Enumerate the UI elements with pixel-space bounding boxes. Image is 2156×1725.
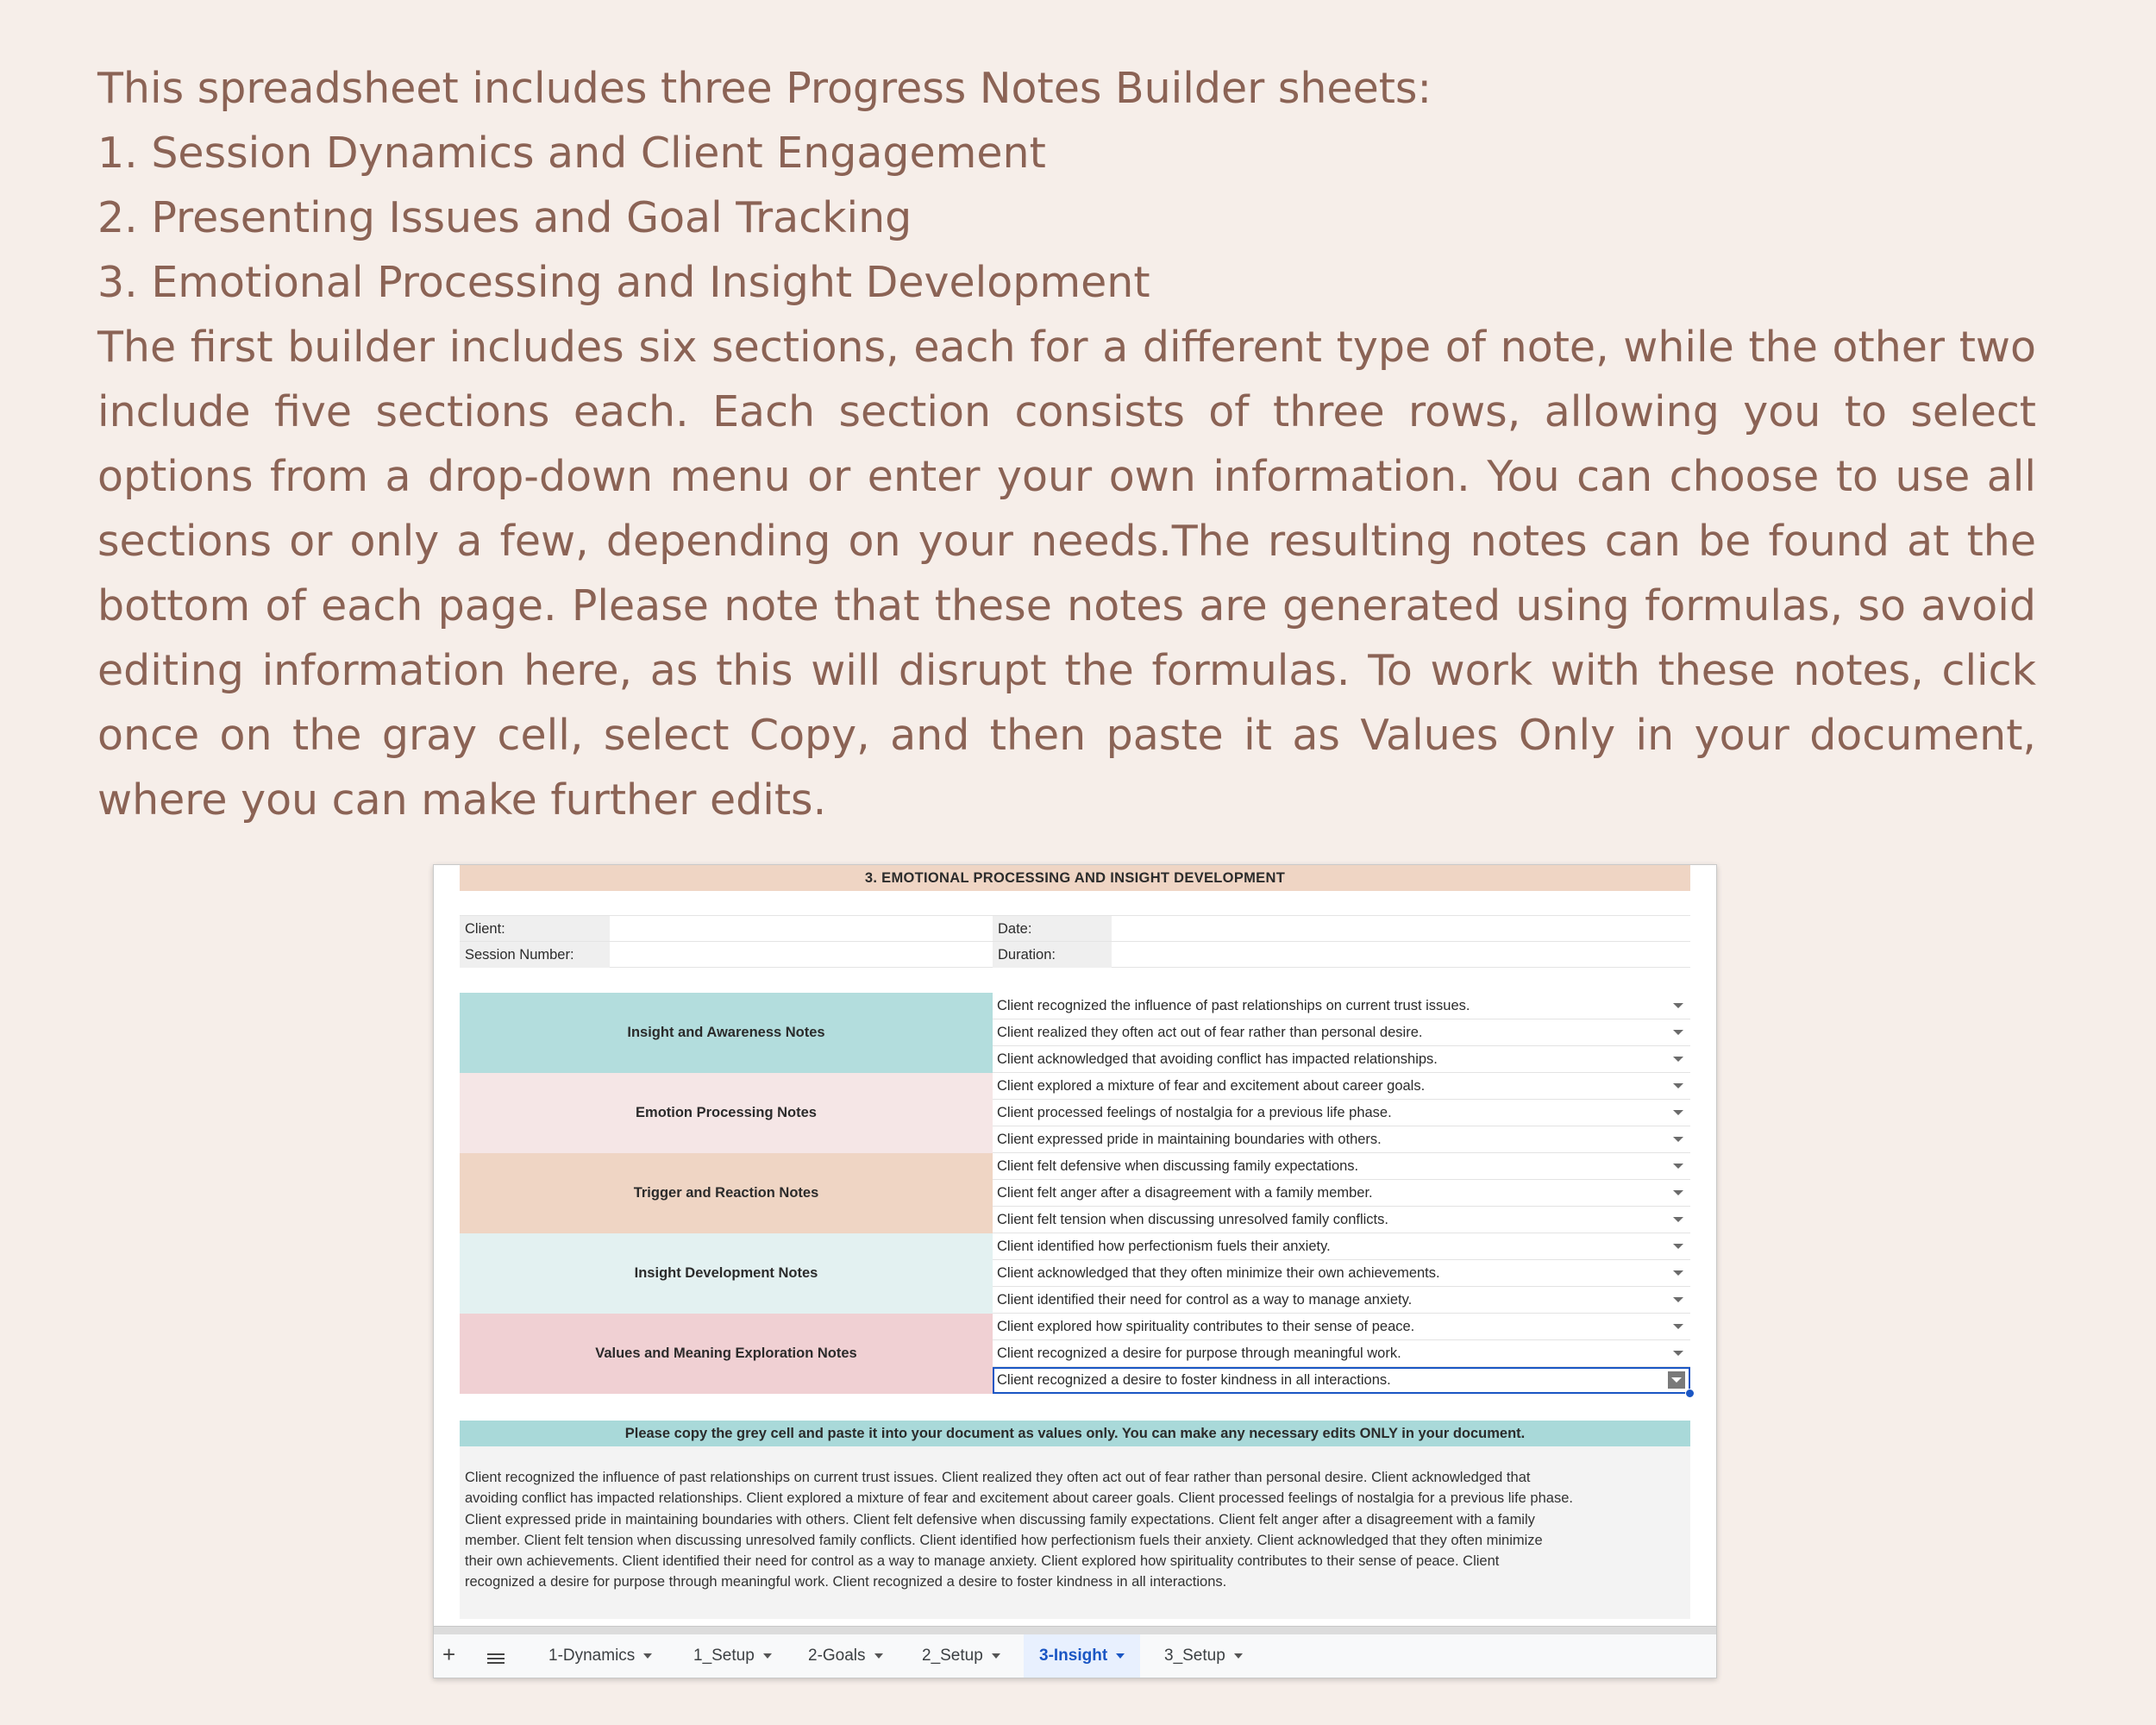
client-input[interactable] (610, 916, 993, 942)
chevron-down-icon[interactable] (1116, 1653, 1125, 1659)
result-line: avoiding conflict has impacted relationships. Client explored a mixture of fear and excitement about career goals. Client processed feelings of nostalgia for a previous life phase. (465, 1490, 1573, 1507)
date-label: Date: (993, 916, 1112, 942)
result-line: member. Client felt tension when discussing unresolved family conflicts. Client identified how perfectionism fuels their anxiety. Client acknowledged that they often minimize (465, 1532, 1543, 1548)
dropdown-arrow-icon[interactable] (1668, 1371, 1685, 1389)
dropdown-arrow-icon[interactable] (1673, 1083, 1683, 1088)
note-dropdown[interactable] (993, 1046, 1690, 1073)
tab-label: 2-Goals (808, 1647, 866, 1665)
note-text: Client identified their need for control as a way to manage anxiety. (997, 1292, 1413, 1308)
dropdown-arrow-icon[interactable] (1673, 1110, 1683, 1115)
spreadsheet-screenshot (433, 864, 1717, 1678)
note-dropdown[interactable] (993, 1100, 1690, 1126)
sheet-title: 3. EMOTIONAL PROCESSING AND INSIGHT DEVELOPMENT (460, 865, 1690, 891)
note-text: Client acknowledged that they often minimize their own achievements. (997, 1265, 1440, 1281)
tab-label: 2_Setup (922, 1647, 983, 1665)
note-text: Client explored how spirituality contributes to their sense of peace. (997, 1319, 1415, 1334)
note-text: Client processed feelings of nostalgia for a previous life phase. (997, 1105, 1392, 1120)
result-line: recognized a desire for purpose through meaningful work. Client recognized a desire to foster kindness in all interactions. (465, 1574, 1227, 1590)
chevron-down-icon[interactable] (992, 1653, 1000, 1659)
fill-handle[interactable] (1685, 1389, 1695, 1398)
duration-input[interactable] (1112, 942, 1690, 968)
section-emotion-processing (460, 1073, 1690, 1153)
dropdown-arrow-icon[interactable] (1673, 1244, 1683, 1249)
note-dropdown[interactable] (993, 1153, 1690, 1180)
dropdown-arrow-icon[interactable] (1673, 1003, 1683, 1008)
all-sheets-icon[interactable] (487, 1653, 505, 1664)
intro-line-2: 1. Session Dynamics and Client Engagement (97, 129, 1046, 178)
note-text: Client felt tension when discussing unresolved family conflicts. (997, 1212, 1388, 1227)
dropdown-arrow-icon[interactable] (1673, 1190, 1683, 1195)
tab-3-setup[interactable] (1149, 1634, 1258, 1678)
note-text: Client identified how perfectionism fuels their anxiety. (997, 1239, 1331, 1254)
note-dropdown[interactable] (993, 1207, 1690, 1233)
client-label: Client: (460, 916, 610, 942)
tab-label: 1-Dynamics (548, 1647, 636, 1665)
result-line: Client expressed pride in maintaining boundaries with others. Client felt defensive when discussing family expectations. Client felt anger after a disagreement with a family (465, 1511, 1535, 1527)
intro-line-4: 3. Emotional Processing and Insight Development (97, 258, 1150, 307)
copy-instructions-banner: Please copy the grey cell and paste it into your document as values only. You can make any necessary edits ONLY in your document. (460, 1421, 1690, 1446)
section-label: Insight Development Notes (460, 1233, 993, 1314)
result-line: Client recognized the influence of past relationships on current trust issues. Client realized they often act out of fear rather than personal desire. Client acknowledged that (465, 1470, 1531, 1485)
note-text: Client felt anger after a disagreement with a family member. (997, 1185, 1373, 1201)
section-label: Trigger and Reaction Notes (460, 1153, 993, 1233)
note-dropdown[interactable] (993, 1314, 1690, 1340)
dropdown-arrow-icon[interactable] (1673, 1351, 1683, 1356)
tab-label: 3-Insight (1039, 1647, 1108, 1665)
duration-label: Duration: (993, 942, 1112, 968)
info-row-client (460, 915, 1690, 942)
date-input[interactable] (1112, 916, 1690, 942)
intro-paragraph: The first builder includes six sections, each for a different type of note, while the other two include five sections each. Each section consists of three rows, allowing you to select options from a drop-down menu or enter your own information. You can choose to use all sections or only a few, depending on your needs.The resulting notes can be found at the bottom of each page. Please note that these notes are generated using formulas, so avoid editing information here, as this will disrupt the formulas. To work with these notes, click once on the gray cell, select Copy, and then paste it as Values Only in your document, where you can make further edits. (97, 323, 2036, 825)
chevron-down-icon[interactable] (763, 1653, 772, 1659)
dropdown-arrow-icon[interactable] (1673, 1057, 1683, 1062)
chevron-down-icon[interactable] (643, 1653, 652, 1659)
tab-label: 1_Setup (693, 1647, 755, 1665)
note-dropdown[interactable] (993, 1233, 1690, 1260)
tab-2-setup[interactable] (906, 1634, 1016, 1678)
session-number-label: Session Number: (460, 942, 610, 968)
sheet-tab-bar (434, 1634, 1716, 1678)
dropdown-arrow-icon[interactable] (1673, 1297, 1683, 1302)
note-dropdown[interactable] (993, 1073, 1690, 1100)
note-text: Client recognized the influence of past relationships on current trust issues. (997, 998, 1470, 1013)
dropdown-arrow-icon[interactable] (1673, 1217, 1683, 1222)
intro-text (97, 56, 2036, 832)
note-text: Client acknowledged that avoiding conflict has impacted relationships. (997, 1051, 1438, 1067)
section-label: Emotion Processing Notes (460, 1073, 993, 1153)
section-insight-awareness (460, 993, 1690, 1073)
note-dropdown[interactable] (993, 1180, 1690, 1207)
note-text: Client felt defensive when discussing family expectations. (997, 1158, 1359, 1174)
note-dropdown-selected[interactable] (993, 1367, 1690, 1394)
notes-sections (460, 993, 1690, 1394)
dropdown-arrow-icon[interactable] (1673, 1164, 1683, 1169)
note-text: Client recognized a desire to foster kindness in all interactions. (997, 1372, 1391, 1388)
dropdown-arrow-icon[interactable] (1673, 1324, 1683, 1329)
note-text: Client explored a mixture of fear and excitement about career goals. (997, 1078, 1426, 1094)
note-text: Client realized they often act out of fear rather than personal desire. (997, 1025, 1423, 1040)
dropdown-arrow-icon[interactable] (1673, 1270, 1683, 1276)
section-label: Insight and Awareness Notes (460, 993, 993, 1073)
section-insight-development (460, 1233, 1690, 1314)
dropdown-arrow-icon[interactable] (1673, 1137, 1683, 1142)
note-dropdown[interactable] (993, 1126, 1690, 1153)
tab-3-insight[interactable] (1024, 1634, 1140, 1678)
note-text: Client recognized a desire for purpose through meaningful work. (997, 1346, 1401, 1361)
dropdown-arrow-icon[interactable] (1673, 1030, 1683, 1035)
tab-1-dynamics[interactable] (533, 1634, 667, 1678)
tab-2-goals[interactable] (793, 1634, 899, 1678)
tab-1-setup[interactable] (678, 1634, 787, 1678)
note-dropdown[interactable] (993, 1260, 1690, 1287)
intro-line-3: 2. Presenting Issues and Goal Tracking (97, 193, 912, 242)
chevron-down-icon[interactable] (1234, 1653, 1243, 1659)
info-row-session (460, 941, 1690, 968)
note-text: Client expressed pride in maintaining boundaries with others. (997, 1132, 1382, 1147)
note-dropdown[interactable] (993, 1340, 1690, 1367)
note-dropdown[interactable] (993, 993, 1690, 1019)
chevron-down-icon[interactable] (874, 1653, 883, 1659)
resulting-notes-cell[interactable] (460, 1446, 1690, 1619)
section-label: Values and Meaning Exploration Notes (460, 1314, 993, 1394)
plus-icon[interactable]: + (442, 1641, 456, 1667)
session-number-input[interactable] (610, 942, 993, 968)
section-values-meaning (460, 1314, 1690, 1394)
tab-label: 3_Setup (1164, 1647, 1225, 1665)
note-dropdown[interactable] (993, 1019, 1690, 1046)
intro-line-1: This spreadsheet includes three Progress Notes Builder sheets: (97, 64, 1432, 113)
section-trigger-reaction (460, 1153, 1690, 1233)
note-dropdown[interactable] (993, 1287, 1690, 1314)
result-line: their own achievements. Client identified their need for control as a way to manage anxiety. Client explored how spirituality contributes to their sense of peace. Client (465, 1553, 1500, 1570)
